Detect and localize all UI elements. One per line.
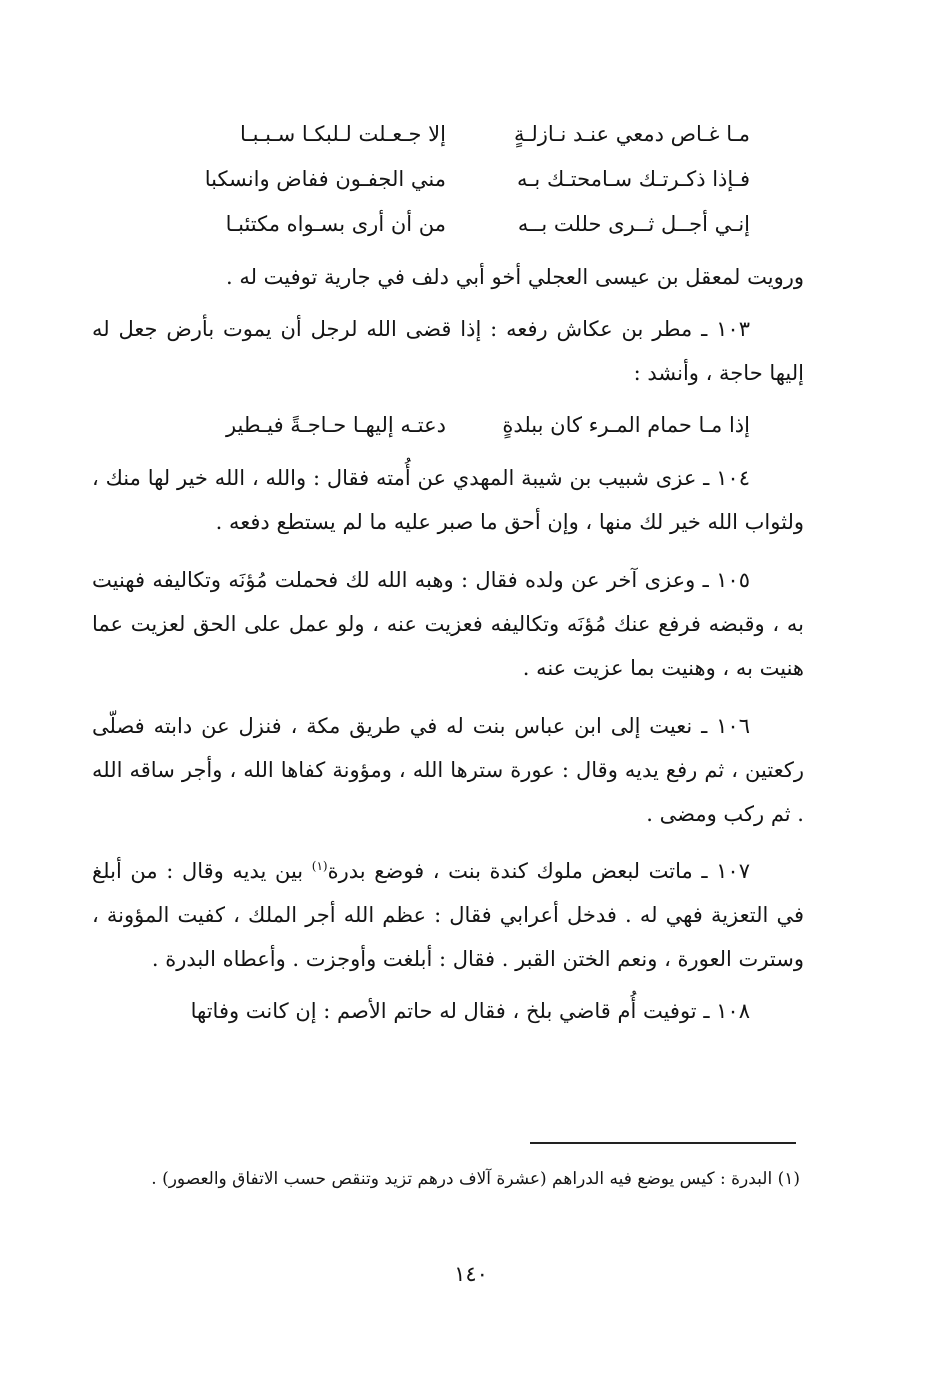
verse-line xyxy=(92,157,804,202)
verse-second-hemistich: دعتـه إليهـا حـاجـةً فيـطير xyxy=(225,413,446,437)
verse-second-hemistich: من أن أرى بسـواه مكتئبـا xyxy=(225,212,446,236)
paragraph-105: ١٠٥ ـ وعزى آخر عن ولده فقال : وهبه الله لك فحملت مُؤنَه وتكاليفه فهنيت به ، وقبضه فرفع عنك مُؤنَه وتكاليفه فعزيت عنه ، ولو عمل على الحق لعزيت عما هنيت به ، وهنيت بما عزيت عنه . xyxy=(92,568,804,680)
paragraph-108: ١٠٨ ـ توفيت أُم قاضي بلخ ، فقال له حاتم الأصم : إن كانت وفاتها xyxy=(190,999,750,1023)
verse-first-hemistich: إذا مـا حمام المـرء كان ببلدةٍ xyxy=(502,413,750,437)
verse-first-hemistich: مـا غـاص دمعي عنـد نـازلـةٍ xyxy=(513,122,750,146)
page-body xyxy=(92,112,804,1033)
poem-2-verse xyxy=(92,403,804,448)
footnote-1: (١) البدرة : كيس يوضع فيه الدراهم (عشرة آلاف درهم تزيد وتنقص حسب الاتفاق والعصور) . xyxy=(151,1169,800,1189)
paragraph-106: ١٠٦ ـ نعيت إلى ابن عباس بنت له في طريق مكة ، فنزل عن دابته فصلّى ركعتين ، ثم رفع يديه وقال : عورة سترها الله ، ومؤونة كفاها الله ، وأجر ساقه الله . ثم ركب ومضى . xyxy=(92,714,804,826)
verse-line xyxy=(92,202,804,247)
paragraph-103: ١٠٣ ـ مطر بن عكاش رفعه : إذا قضى الله لرجل أن يموت بأرض جعل له إليها حاجة ، وأنشد : xyxy=(92,317,804,385)
paragraph-107 xyxy=(92,844,804,981)
verse-line xyxy=(92,112,804,157)
footnote-reference: (١) xyxy=(311,859,328,873)
paragraph-107-text-end: بين يديه وقال : من أبلغ في التعزية فهي له . فدخل أعرابي فقال : عظم الله أجر الملك ، كفيت المؤونة ، وسترت العورة ، ونعم الختن القبر . فقال : أبلغت وأوجزت . وأعطاه البدرة . xyxy=(92,859,804,971)
paragraph-107-text-start: ١٠٧ ـ ماتت لبعض ملوك كندة بنت ، فوضع بدرة xyxy=(327,859,750,883)
verse-first-hemistich: إنـي أجــل ثــرى حللت بــه xyxy=(517,212,750,236)
page-number: ١٤٠ xyxy=(454,1262,488,1286)
paragraph-104: ١٠٤ ـ عزى شبيب بن شيبة المهدي عن أُمته فقال : والله ، الله خير لها منك ، ولثواب الله خير لك منها ، وإن أحق ما صبر عليه ما لم يستطع دفعه . xyxy=(92,466,804,534)
footnote-divider xyxy=(530,1142,796,1144)
footnotes xyxy=(96,1162,800,1197)
verse-first-hemistich: فـإذا ذكـرتـك سـامحتـك بـه xyxy=(517,167,750,191)
verse-second-hemistich: إلا جـعـلت لـلبكـا سـبـبـا xyxy=(240,122,446,146)
attribution-line: ورويت لمعقل بن عيسى العجلي أخو أبي دلف في جارية توفيت له . xyxy=(225,265,804,289)
poem-1 xyxy=(92,112,804,247)
verse-second-hemistich: مني الجفـون ففاض وانسكبا xyxy=(204,167,446,191)
